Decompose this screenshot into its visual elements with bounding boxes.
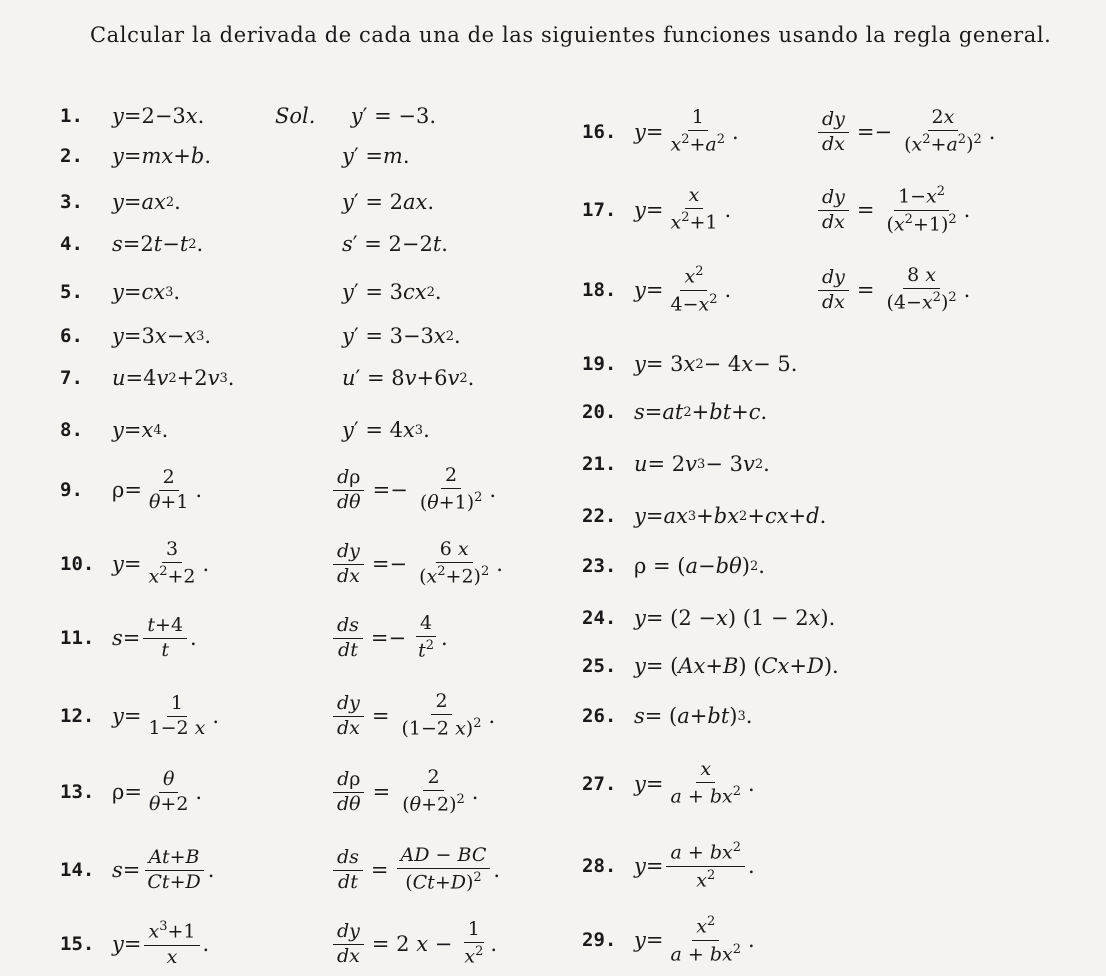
- exercise-8: 8. y = x 4 .: [60, 418, 169, 442]
- answer-17: $\frac{dy}{dx}$ = $\frac{1-x^2}{(x^2+1)^2}$ .: [815, 178, 970, 242]
- exercise-18: 18. y = $\frac{x^2}{4-x^2}$ .: [582, 264, 732, 315]
- answer-18: $\frac{dy}{dx}$ = $\frac{8 x}{(4-x^2)^2}$ .: [815, 258, 970, 322]
- answer-15: $\frac{dy}{dx}$ = 2 x − $\frac{1}{x^2}$ .: [330, 912, 497, 976]
- answer-4: s ′ = 2−2 t .: [342, 232, 448, 256]
- answer-11: $\frac{ds}{dt}$ =− $\frac{4}{t^2}$ .: [330, 606, 448, 670]
- exercise-27: 27. y = $\frac{x}{a + bx^2}$ .: [582, 758, 755, 808]
- exercise-19: 19. y = 3 x 2 − 4 x − 5.: [582, 352, 798, 376]
- exercise-2: 2. y = mx + b .: [60, 144, 211, 168]
- answer-2: y ′ = m .: [342, 144, 410, 168]
- exercise-12: 12. y = $\frac{1}{1-2 x}$ .: [60, 691, 220, 739]
- exercise-11: 11. s = $\frac{t+4}{t}$ .: [60, 613, 197, 661]
- exercise-15: 15. y = $\frac{x^3+1}{x}$ .: [60, 919, 210, 968]
- exercise-13: 13. ρ= $\frac{\theta}{\theta+2}$ .: [60, 767, 203, 815]
- exercise-24: 24. y = (2 − x ) (1 − 2 x ).: [582, 606, 836, 630]
- exercise-3: 3. y = ax 2 .: [60, 190, 181, 214]
- answer-3: y ′ = 2 ax .: [342, 190, 435, 214]
- instructions: Calcular la derivada de cada una de las siguientes funciones usando la regla general.: [90, 23, 1052, 47]
- exercise-10: 10. y = $\frac{3}{x^2+2}$ .: [60, 538, 210, 588]
- exercise-16: 16. y = $\frac{1}{x^2+a^2}$ .: [582, 106, 739, 156]
- exercise-21: 21. u = 2 v 3 − 3 v 2 .: [582, 452, 770, 476]
- exercise-26: 26. s = ( a + bt ) 3 .: [582, 704, 753, 728]
- answer-14: $\frac{ds}{dt}$ = $\frac{AD - BC}{(Ct+D)^2}$ .: [330, 838, 500, 902]
- answer-1: Sol. y′ = −3.: [275, 104, 437, 128]
- answer-8: y ′ = 4 x 3 .: [342, 418, 430, 442]
- answer-5: y ′ = 3 cx 2 .: [342, 280, 442, 304]
- exercise-14: 14. s = $\frac{At+B}{Ct+D}$ .: [60, 845, 215, 893]
- exercise-23: 23. ρ = ( a − bθ ) 2 .: [582, 554, 765, 578]
- exercise-7: 7. u =4 v 2 +2 v 3 .: [60, 366, 235, 390]
- function-1: y =2−3 x .: [112, 104, 205, 128]
- answer-7: u ′ = 8 v +6 v 2 .: [342, 366, 475, 390]
- exercise-6: 6. y =3 x − x 3 .: [60, 324, 212, 348]
- answer-13: $\frac{d\rho}{d\theta}$ = $\frac{2}{(\theta+2)^2}$ .: [330, 760, 478, 824]
- exercise-1: 1. y =2−3 x .: [60, 104, 205, 128]
- exercise-4: 4. s =2 t − t 2 .: [60, 232, 204, 256]
- answer-6: y ′ = 3−3 x 2 .: [342, 324, 461, 348]
- exercise-17: 17. y = $\frac{x}{x^2+1}$ .: [582, 184, 732, 234]
- exercise-25: 25. y = ( Ax + B ) ( Cx + D ).: [582, 654, 839, 678]
- exercise-29: 29. y = $\frac{x^2}{a + bx^2}$ .: [582, 914, 755, 965]
- exercise-9: 9. ρ= $\frac{2}{\theta+1}$ .: [60, 465, 203, 513]
- exercise-20: 20. s = at 2 + bt + c .: [582, 400, 768, 424]
- exercise-28: 28. y = $\frac{a + bx^2}{x^2}$ .: [582, 840, 755, 891]
- exercise-5: 5. y = cx 3 .: [60, 280, 181, 304]
- answer-16: $\frac{dy}{dx}$ =− $\frac{2x}{(x^2+a^2)^2}$ .: [815, 100, 995, 164]
- answer-12: $\frac{dy}{dx}$ = $\frac{2}{(1-2 x)^2}$ .: [330, 684, 495, 748]
- answer-10: $\frac{dy}{dx}$ =− $\frac{6 x}{(x^2+2)^2}$ .: [330, 532, 503, 596]
- exercise-22: 22. y = ax 3 + bx 2 + cx + d .: [582, 504, 827, 528]
- answer-9: $\frac{d\rho}{d\theta}$ =− $\frac{2}{(\theta+1)^2}$ .: [330, 458, 496, 522]
